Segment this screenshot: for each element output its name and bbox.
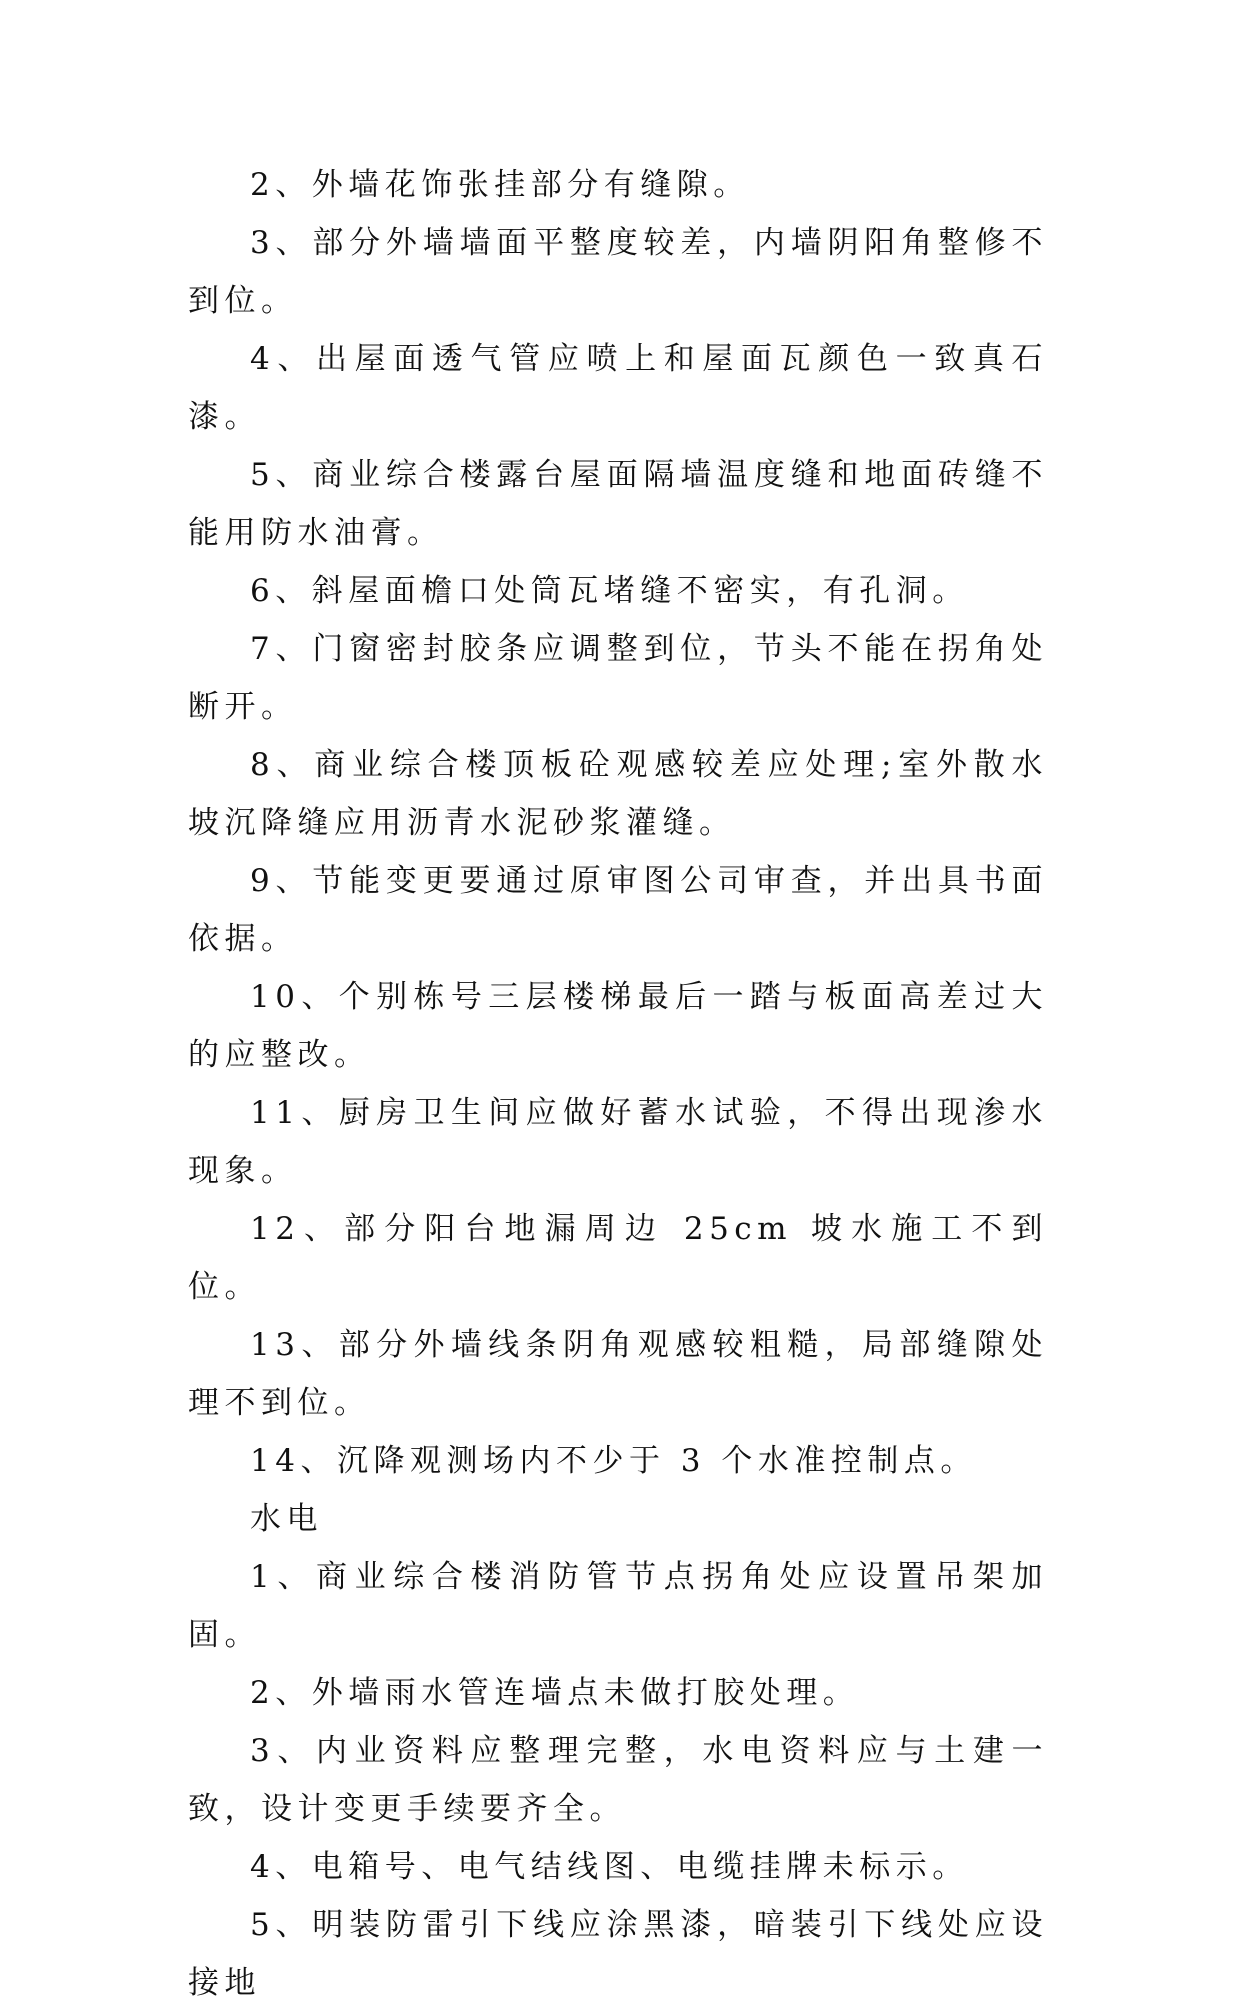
paragraph-eave-tiles: 6、斜屋面檐口处筒瓦堵缝不密实，有孔洞。 bbox=[250, 573, 969, 609]
paragraph-records-complete: 3、内业资料应整理完整，水电资料应与土建一致，设计变更手续要齐全。 bbox=[188, 1733, 1048, 1827]
paragraph-energy-change-review: 9、节能变更要通过原审图公司审查，并出具书面依据。 bbox=[188, 863, 1048, 957]
paragraph-wall-corner-lines: 13、部分外墙线条阴角观感较粗糙，局部缝隙处理不到位。 bbox=[188, 1327, 1048, 1421]
paragraph-rain-pipe-sealing: 2、外墙雨水管连墙点未做打胶处理。 bbox=[250, 1675, 860, 1711]
paragraph-balcony-drain: 12、部分阳台地漏周边 25cm 坡水施工不到位。 bbox=[188, 1211, 1048, 1305]
paragraph-wall-flatness: 3、部分外墙墙面平整度较差，内墙阴阳角整修不到位。 bbox=[188, 225, 1048, 319]
paragraph-terrace-joints: 5、商业综合楼露台屋面隔墙温度缝和地面砖缝不能用防水油膏。 bbox=[188, 457, 1048, 551]
paragraph-settlement-points: 14、沉降观测场内不少于 3 个水准控制点。 bbox=[250, 1443, 977, 1479]
paragraph-stair-step-height: 10、个别栋号三层楼梯最后一踏与板面高差过大的应整改。 bbox=[188, 979, 1048, 1073]
paragraph-lightning-conductor: 5、明装防雷引下线应涂黑漆，暗装引下线处应设接地 bbox=[188, 1907, 1048, 2001]
paragraph-electrical-labels: 4、电箱号、电气结线图、电缆挂牌未标示。 bbox=[250, 1849, 969, 1885]
document-body bbox=[188, 156, 1048, 2012]
paragraph-water-test: 11、厨房卫生间应做好蓄水试验，不得出现渗水现象。 bbox=[188, 1095, 1048, 1189]
paragraph-fire-pipe-hangers: 1、商业综合楼消防管节点拐角处应设置吊架加固。 bbox=[188, 1559, 1048, 1653]
paragraph-wall-decoration-gaps: 2、外墙花饰张挂部分有缝隙。 bbox=[250, 167, 750, 203]
paragraph-vent-pipe-paint: 4、出屋面透气管应喷上和屋面瓦颜色一致真石漆。 bbox=[188, 341, 1048, 435]
section-heading-water-electric: 水电 bbox=[250, 1501, 323, 1537]
paragraph-window-seals: 7、门窗密封胶条应调整到位，节头不能在拐角处断开。 bbox=[188, 631, 1048, 725]
paragraph-roof-slab-concrete: 8、商业综合楼顶板砼观感较差应处理;室外散水坡沉降缝应用沥青水泥砂浆灌缝。 bbox=[188, 747, 1048, 841]
